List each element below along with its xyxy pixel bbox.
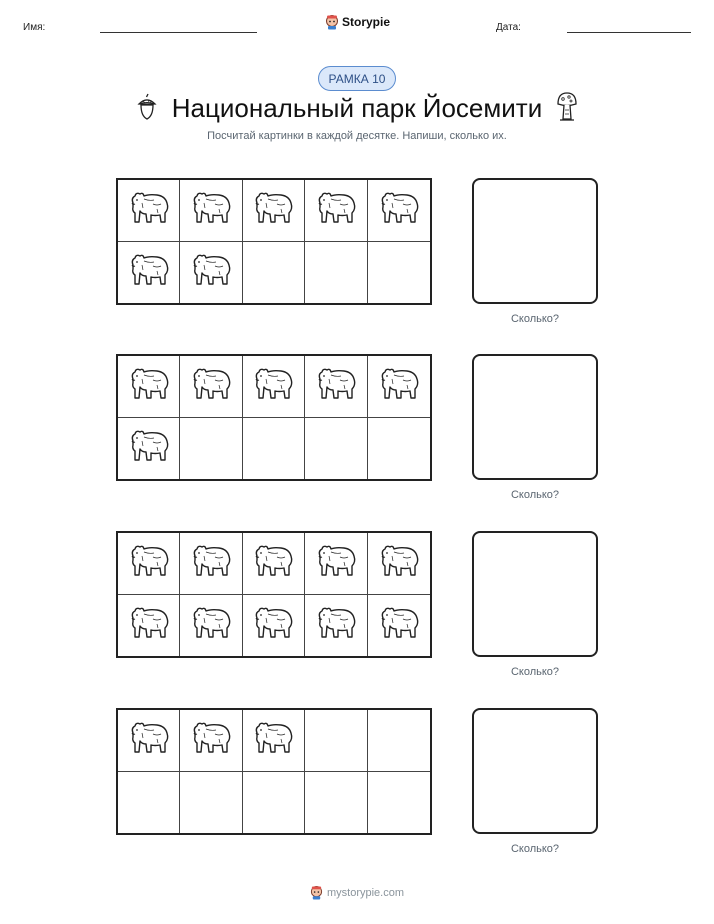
bear-icon xyxy=(189,365,233,408)
date-label: Дата: xyxy=(496,22,521,33)
frame-cell xyxy=(180,533,242,595)
ten-frame-2 xyxy=(116,354,432,481)
answer-label-2: Сколько? xyxy=(510,489,560,501)
bear-icon xyxy=(189,251,233,294)
storypie-mascot-icon xyxy=(310,885,323,900)
bear-icon xyxy=(189,604,233,647)
frame-cell xyxy=(243,356,305,418)
frame-cell xyxy=(368,710,430,772)
frame-cell xyxy=(368,533,430,595)
frame-cell xyxy=(243,595,305,657)
bear-icon xyxy=(127,251,171,294)
bear-icon xyxy=(377,604,421,647)
brand-logo xyxy=(325,14,390,30)
frame-cell xyxy=(305,595,367,657)
answer-label-4: Сколько? xyxy=(510,843,560,855)
frame-cell xyxy=(368,356,430,418)
frame-cell xyxy=(305,533,367,595)
frame-cell xyxy=(243,242,305,304)
bear-icon xyxy=(127,189,171,232)
frame-cell xyxy=(368,418,430,480)
name-label: Имя: xyxy=(23,22,46,33)
footer-site: mystorypie.com xyxy=(326,886,405,899)
date-line[interactable] xyxy=(567,32,691,33)
answer-box-1[interactable] xyxy=(472,178,598,304)
bear-icon xyxy=(251,604,295,647)
answer-label-1: Сколько? xyxy=(510,313,560,325)
frame-cell xyxy=(180,772,242,834)
frame-cell xyxy=(118,533,180,595)
bear-icon xyxy=(127,365,171,408)
frame-cell xyxy=(368,772,430,834)
answer-box-2[interactable] xyxy=(472,354,598,480)
frame-cell xyxy=(118,242,180,304)
bear-icon xyxy=(377,365,421,408)
storypie-mascot-icon xyxy=(325,14,339,30)
page-title: Национальный парк Йосемити xyxy=(171,93,543,123)
frame-cell xyxy=(118,356,180,418)
ten-frame-3 xyxy=(116,531,432,658)
frame-cell xyxy=(305,180,367,242)
bear-icon xyxy=(127,604,171,647)
frame-cell xyxy=(305,356,367,418)
frame-cell xyxy=(243,533,305,595)
frame-cell xyxy=(368,180,430,242)
frame-cell xyxy=(305,710,367,772)
bear-icon xyxy=(127,542,171,585)
bear-icon xyxy=(189,542,233,585)
footer xyxy=(0,885,714,900)
bear-icon xyxy=(377,542,421,585)
bear-icon xyxy=(251,189,295,232)
frame-cell xyxy=(180,242,242,304)
frame-cell xyxy=(368,595,430,657)
bear-icon xyxy=(251,365,295,408)
frame-cell xyxy=(180,710,242,772)
bear-icon xyxy=(127,719,171,762)
bear-icon xyxy=(314,542,358,585)
bear-icon xyxy=(189,719,233,762)
bear-icon xyxy=(189,189,233,232)
name-line[interactable] xyxy=(100,32,257,33)
frame-cell xyxy=(180,180,242,242)
answer-box-3[interactable] xyxy=(472,531,598,657)
frame-cell xyxy=(305,772,367,834)
instructions: Посчитай картинки в каждой десятке. Напиши, сколько их. xyxy=(207,130,507,142)
answer-box-4[interactable] xyxy=(472,708,598,834)
bear-icon xyxy=(314,189,358,232)
frame-cell xyxy=(118,180,180,242)
frame-cell xyxy=(118,418,180,480)
frame-cell xyxy=(305,242,367,304)
ten-frame-1 xyxy=(116,178,432,305)
bear-icon xyxy=(314,365,358,408)
bear-icon xyxy=(377,189,421,232)
bear-icon xyxy=(251,719,295,762)
bear-icon xyxy=(251,542,295,585)
frame-cell xyxy=(180,595,242,657)
frame-cell xyxy=(180,418,242,480)
frame-cell xyxy=(118,595,180,657)
ten-frame-4 xyxy=(116,708,432,835)
frame-badge: РАМКА 10 xyxy=(318,66,396,91)
frame-cell xyxy=(305,418,367,480)
bear-icon xyxy=(127,427,171,470)
frame-cell xyxy=(243,180,305,242)
frame-cell xyxy=(368,242,430,304)
frame-cell xyxy=(243,418,305,480)
frame-cell xyxy=(243,772,305,834)
mushroom-icon xyxy=(556,91,578,128)
frame-cell xyxy=(243,710,305,772)
frame-cell xyxy=(118,710,180,772)
answer-label-3: Сколько? xyxy=(510,666,560,678)
brand-name: Storypie xyxy=(342,15,391,29)
frame-cell xyxy=(118,772,180,834)
bear-icon xyxy=(314,604,358,647)
frame-cell xyxy=(180,356,242,418)
